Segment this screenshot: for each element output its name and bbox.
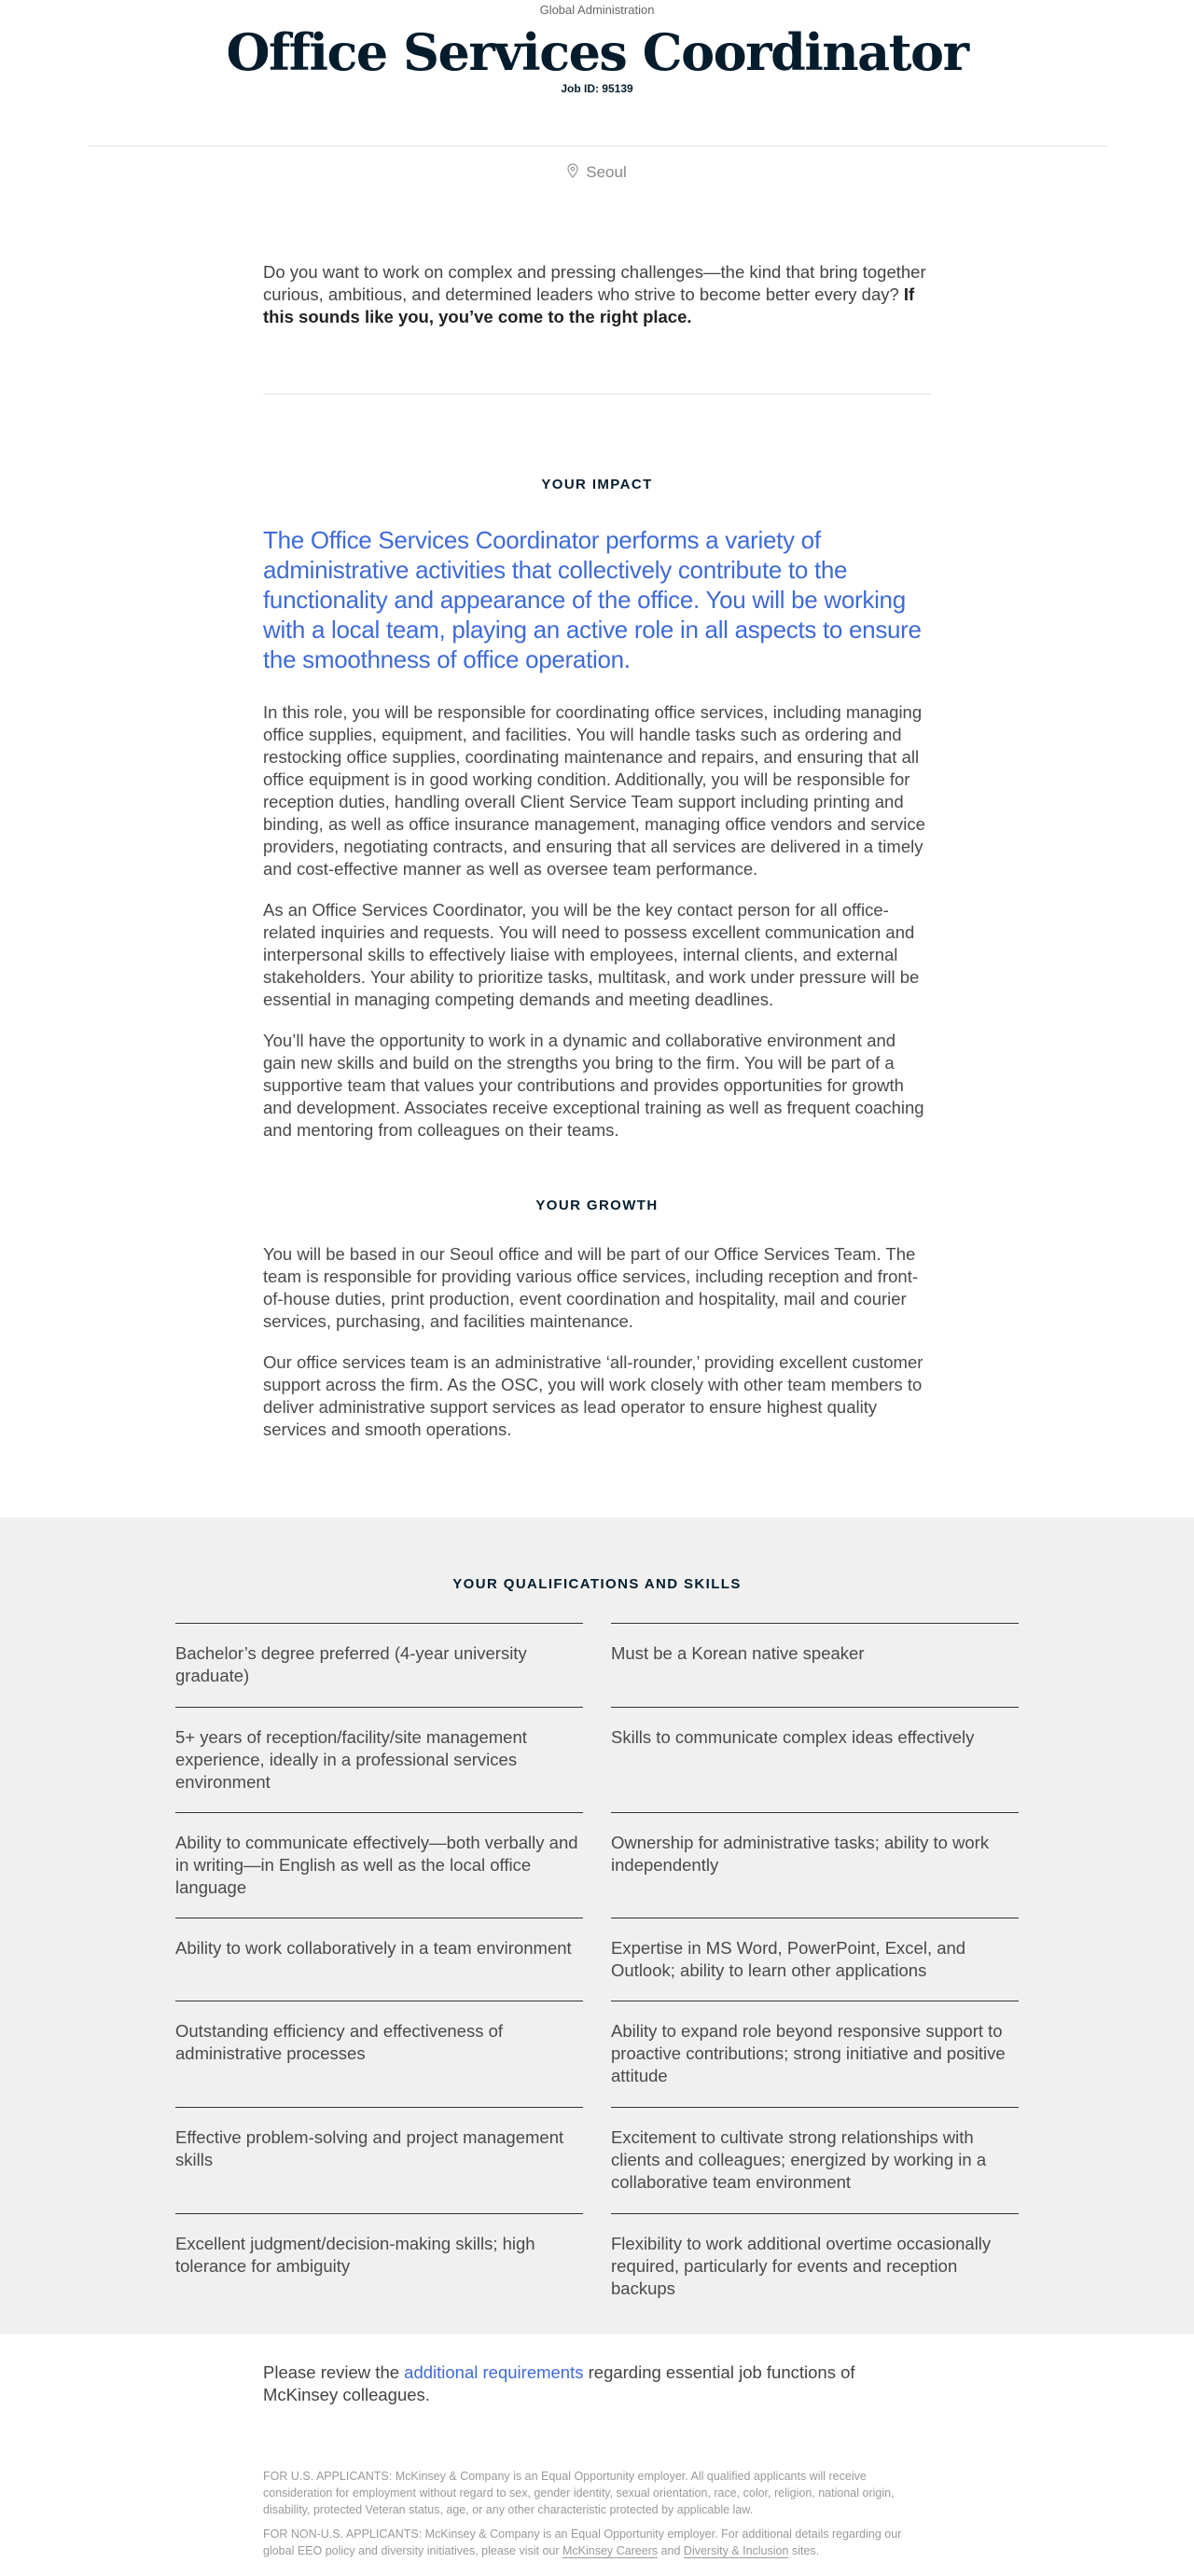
impact-paragraph: In this role, you will be responsible for coordinating office services, including managing office supplies, equipment, and facilities. You will handle tasks such as ordering and restocking office supplies, coordinating maintenance and repairs, and ensuring that all office equipment is in good working condition. Additionally, you will be responsible for reception duties, handling overall Client Service Team support including printing and binding, as well as office insurance management, managing office vendors and service providers, negotiating contracts, and ensuring that all services are delivered in a timely and cost-effective manner as well as oversee team performance. <box>263 702 925 879</box>
us-applicants-notice: FOR U.S. APPLICANTS: McKinsey & Company is an Equal Opportunity employer. All qualified applicants will receive consideration for employment without regard to sex, gender identity, sexual orientation, race, color, religion, national origin, disability, protected Veteran status, age, or any other characteristic protected by applicable law. <box>263 2470 895 2516</box>
map-pin-icon <box>567 163 578 184</box>
growth-heading: YOUR GROWTH <box>535 1198 659 1213</box>
qualification-item: 5+ years of reception/facility/site management experience, ideally in a professional services environment <box>175 1707 583 1812</box>
qualifications-heading: YOUR QUALIFICATIONS AND SKILLS <box>452 1576 742 1592</box>
and-text: and <box>658 2544 684 2557</box>
impact-body <box>263 701 931 1142</box>
review-text: Please review the <box>263 2362 405 2382</box>
impact-paragraph: You’ll have the opportunity to work in a dynamic and collaborative environment and gain new skills and build on the strengths you bring to the firm. You will be part of a supportive team that values your contributions and provides opportunities for growth and development. Associates receive exceptional training as well as frequent coaching and mentoring from colleagues on their teams. <box>263 1031 924 1140</box>
qualification-item: Skills to communicate complex ideas effectively <box>611 1707 1019 1812</box>
non-us-text-end: sites. <box>788 2544 820 2557</box>
non-us-applicants-notice <box>263 2526 931 2559</box>
qualification-item: Must be a Korean native speaker <box>611 1623 1019 1707</box>
qualification-item: Effective problem-solving and project management skills <box>175 2107 583 2213</box>
location-label: Seoul <box>586 163 627 181</box>
growth-paragraph: Our office services team is an administrative ‘all-rounder,’ providing excellent customer support across the firm. As the OSC, you will work closely with other team members to deliver administrative support services as lead operator to ensure highest quality services and smooth operations. <box>263 1352 923 1439</box>
qualification-item: Ownership for administrative tasks; ability to work independently <box>611 1812 1019 1918</box>
non-us-text: FOR NON-U.S. APPLICANTS: McKinsey & Company is an Equal Opportunity employer. For additional details regarding our global EEO policy and diversity initiatives, please visit our <box>263 2528 902 2557</box>
mckinsey-careers-link[interactable]: McKinsey Careers <box>562 2544 659 2557</box>
review-text-end: regarding essential job functions of McKinsey colleagues. <box>263 2362 855 2404</box>
diversity-inclusion-link[interactable]: Diversity & Inclusion <box>683 2544 789 2557</box>
page-title: Office Services Coordinator <box>226 22 968 82</box>
intro-divider <box>263 394 931 395</box>
impact-heading: YOUR IMPACT <box>541 477 653 492</box>
qualification-item: Excellent judgment/decision-making skills; high tolerance for ambiguity <box>175 2213 583 2316</box>
qualification-item: Flexibility to work additional overtime occasionally required, particularly for events and reception backups <box>611 2213 1019 2316</box>
job-header <box>0 0 1194 95</box>
qualification-item: Outstanding efficiency and effectiveness of administrative processes <box>175 2001 583 2107</box>
review-paragraph <box>263 2361 931 2406</box>
impact-lead: The Office Services Coordinator performs a variety of administrative activities that collectively contribute to the functionality and appearance of the office. You will be working with a local team, playing an active role in all aspects to ensure the smoothness of office operation. <box>263 526 922 673</box>
qualification-item: Bachelor’s degree preferred (4-year university graduate) <box>175 1623 583 1707</box>
qualification-item: Ability to communicate effectively—both verbally and in writing—in English as well as the local office language <box>175 1812 583 1918</box>
impact-paragraph: As an Office Services Coordinator, you will be the key contact person for all office-related inquiries and requests. You will need to possess excellent communication and interpersonal skills to effectively liaise with employees, internal clients, and external stakeholders. Your ability to prioritize tasks, multitask, and work under pressure will be essential in managing competing demands and meeting deadlines. <box>263 900 920 1009</box>
growth-body <box>263 1243 931 1441</box>
department-label: Global Administration <box>539 3 655 17</box>
legal-disclaimer <box>263 2468 931 2559</box>
intro-text: Do you want to work on complex and pressing challenges—the kind that bring together curious, ambitious, and determined leaders who strive to become better every day? <box>263 262 926 304</box>
qualification-item: Expertise in MS Word, PowerPoint, Excel, and Outlook; ability to learn other applications <box>611 1918 1019 2001</box>
location <box>0 162 1194 184</box>
qualifications-list <box>175 1623 1019 2316</box>
qualification-item: Ability to expand role beyond responsive support to proactive contributions; strong initiative and positive attitude <box>611 2001 1019 2107</box>
intro-paragraph <box>263 261 931 328</box>
additional-requirements-link[interactable]: additional requirements <box>404 2362 584 2382</box>
intro-bold: If this sounds like you, you’ve come to the right place. <box>263 284 915 326</box>
job-id: Job ID: 95139 <box>561 82 633 95</box>
qualification-item: Excitement to cultivate strong relationships with clients and colleagues; energized by working in a collaborative team environment <box>611 2107 1019 2213</box>
qualification-item: Ability to work collaboratively in a team environment <box>175 1918 583 2001</box>
header-divider <box>89 145 1107 146</box>
growth-paragraph: You will be based in our Seoul office and will be part of our Office Services Team. The team is responsible for providing various office services, including reception and front-of-house duties, print production, event coordination and hospitality, mail and courier services, purchasing, and facilities maintenance. <box>263 1244 918 1331</box>
